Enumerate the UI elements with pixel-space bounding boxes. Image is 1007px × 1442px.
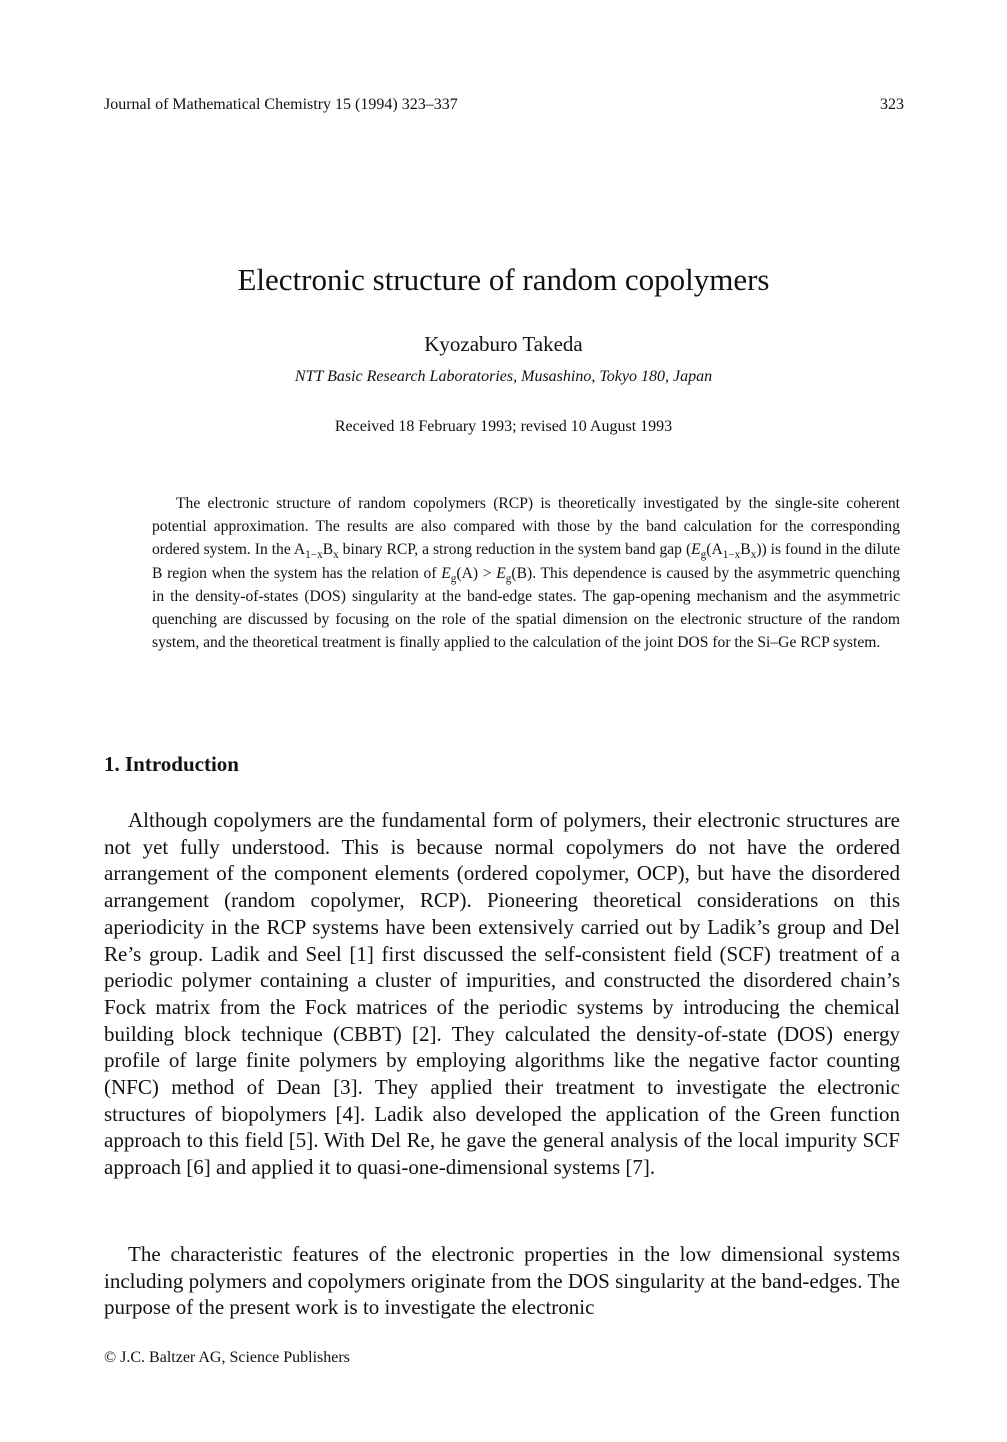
journal-citation: Journal of Mathematical Chemistry 15 (1994) 323–337 bbox=[104, 96, 458, 113]
abstract-text: The electronic structure of random copolymers (RCP) is theoretically investigated by the single-site coherent potential approximation. The results are also compared with those by the band calculation for the corresponding ordered system. In the bbox=[152, 495, 900, 559]
author-affiliation: NTT Basic Research Laboratories, Musashino, Tokyo 180, Japan bbox=[294, 368, 713, 385]
abstract-math-sub: g bbox=[450, 572, 457, 585]
section-heading-introduction: 1. Introduction bbox=[104, 752, 239, 776]
abstract-math-sub: 1−x bbox=[722, 549, 741, 562]
abstract-math: A bbox=[293, 541, 306, 559]
abstract-text: binary RCP, a strong reduction in the system band gap ( bbox=[338, 541, 692, 559]
author-name: Kyozaburo Takeda bbox=[424, 332, 583, 356]
abstract-math: (A) > bbox=[456, 564, 497, 582]
abstract-math-sub: x bbox=[750, 549, 757, 562]
abstract-math: E bbox=[691, 541, 701, 559]
abstract-math: B bbox=[740, 541, 751, 559]
paper-title: Electronic structure of random copolymers bbox=[237, 262, 770, 297]
intro-paragraph-2: The characteristic features of the electronic properties in the low dimensional systems including polymers and copolymers originate from the DOS singularity at the band-edges. The purpose of the present work is to investigate the electronic bbox=[104, 1242, 900, 1320]
intro-paragraph-1: Although copolymers are the fundamental form of polymers, their electronic structures are not yet fully understood. This is because normal copolymers do not have the ordered arrangement of the component elements (ordered copolymer, OCP), but have the disordered arrangement (random copolymer, RCP). Pioneering theoretical considerations on this aperiodicity in the RCP systems have been extensively carried out by Ladik’s group and Del Re’s group. Ladik and Seel [1] first discussed the self-consistent field (SCF) treatment of a periodic polymer containing a cluster of impurities, and constructed the disordered chain’s Fock matrix from the Fock matrices of the periodic systems by introducing the chemical building block technique (CBBT) [2]. They calculated the density-of-state (DOS) energy profile of large finite polymers by employing algorithms like the negative factor counting (NFC) method of Dean [3]. They applied their treatment to investigate the electronic structures of biopolymers [4]. Ladik also developed the application of the Green function approach to this field [5]. With Del Re, he gave the general analysis of the local impurity SCF approach [6] and applied it to quasi-one-dimensional systems [7]. bbox=[104, 808, 900, 1180]
abstract-math-sub: x bbox=[333, 549, 339, 562]
abstract-math: B bbox=[322, 541, 334, 559]
abstract-math: E bbox=[441, 564, 451, 582]
abstract-text: is found in the dilute B region when the system has the relation of bbox=[152, 541, 901, 582]
received-dates: Received 18 February 1993; revised 10 August 1993 bbox=[334, 418, 673, 435]
abstract-math: (A bbox=[706, 541, 723, 559]
abstract bbox=[152, 492, 900, 654]
abstract-math: E bbox=[496, 564, 506, 582]
abstract-math-sub: g bbox=[700, 549, 707, 562]
abstract-math: )) bbox=[756, 541, 767, 559]
abstract-math: (B) bbox=[511, 564, 533, 582]
page-number: 323 bbox=[880, 96, 904, 113]
abstract-math-sub: 1−x bbox=[305, 549, 323, 562]
publisher-footer: © J.C. Baltzer AG, Science Publishers bbox=[104, 1349, 350, 1366]
abstract-math-sub: g bbox=[505, 572, 512, 585]
abstract-text: . This dependence is caused by the asymmetric quenching in the density-of-states (DOS) singularity at the band-edge states. The gap-opening mechanism and the asymmetric quenching are discussed by focusing on the role of the spatial dimension on the electronic structure of the random system, and the theoretical treatment is finally applied to the calculation of the joint DOS for the Si–Ge RCP system. bbox=[152, 564, 901, 652]
